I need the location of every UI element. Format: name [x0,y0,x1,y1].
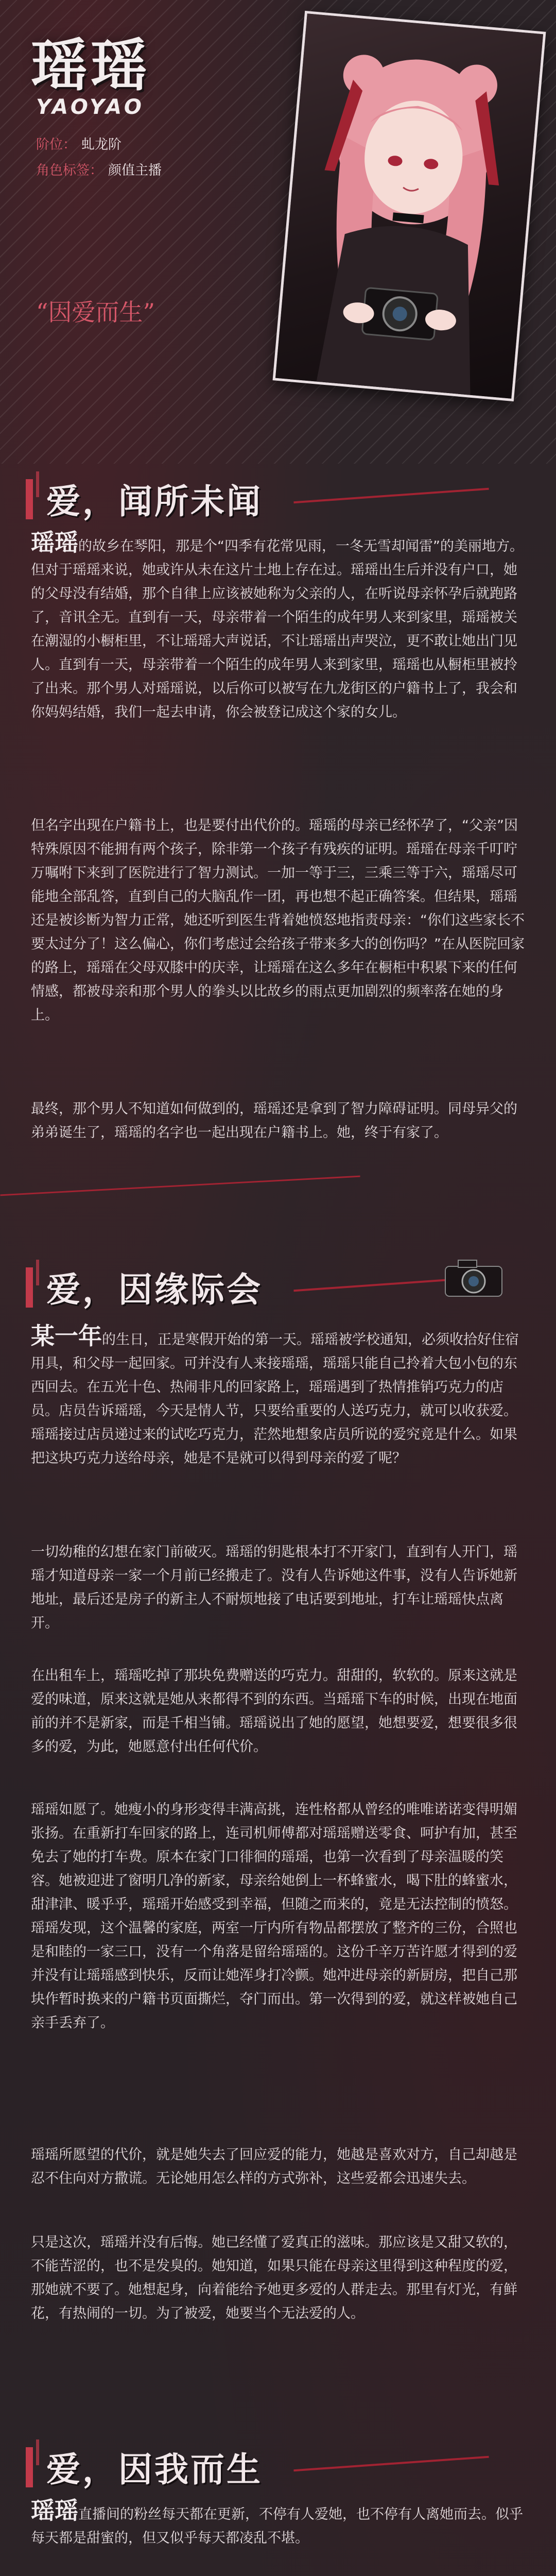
portrait-illustration [275,13,543,398]
rank-value: 虬龙阶 [81,137,122,152]
paragraph-text: 只是这次，瑶瑶并没有后悔。她已经懂了爱真正的滋味。那应该是又甜又软的，不能苦涩的，也不是发臭的。她知道，如果只能在母亲这里得到这种程度的爱，那她就不要了。她想起身，向着能给予她更多爱的人群走去。那里有灯光，有鲜花，有热闹的一切。为了被爱，她要当个无法爱的人。 [31,2234,517,2321]
paragraph-text: 一切幼稚的幻想在家门前破灭。瑶瑶的钥匙根本打不开家门，直到有人开门，瑶瑶才知道母亲一家一个月前已经搬走了。没有人告诉她这件事，没有人告诉她新地址，最后还是房子的新主人不耐烦地接了电话要到地址，打车让瑶瑶快点离开。 [31,1544,517,1631]
character-portrait [273,11,546,401]
ribbon-divider [0,1176,360,1196]
section-2-paragraph-4 [31,1798,525,2035]
section-heading-2 [26,1257,489,1319]
role-label: 角色标签： [36,163,103,178]
rank-label: 阶位： [36,137,77,152]
section-2-paragraph-2 [31,1540,525,1635]
paragraph-text: 直播间的粉丝每天都在更新，不停有人爱她，也不停有人离她而去。似乎每天都是甜蜜的，但又似乎每天都凌乱不堪。 [31,2506,523,2546]
section-1-paragraph-3 [31,1097,525,1145]
paragraph-text: 的故乡在琴阳，那是个“四季有花常见雨，一冬无雪却闻雷”的美丽地方。但对于瑶瑶来说，她或许从未在这片土地上存在过。瑶瑶出生后并没有户口，她的父母没有结婚，那个自律上应该被她称为父亲的人，在听说母亲怀孕后就跑路了，音讯全无。直到有一天，母亲带着一个陌生的成年男人来到家里，瑶瑶被关在潮湿的小橱柜里，不让瑶瑶大声说话，不让瑶瑶出声哭泣，更不敢让她出门见人。直到有一天，母亲带着一个陌生的成年男人来到家里，瑶瑶也从橱柜里被拎了出来。那个男人对瑶瑶说，以后你可以被写在九龙街区的户籍书上了，我会和你妈妈结婚，我们一起去申请，你会被登记成这个家的女儿。 [31,538,524,720]
page-title: 瑶瑶 [31,32,150,99]
section-3-paragraph-1 [31,2499,525,2550]
role-row [36,160,162,179]
paragraph-text: 瑶瑶如愿了。她瘦小的身形变得丰满高挑，连性格都从曾经的唯唯诺诺变得明媚张扬。在重新打车回家的路上，连司机师傅都对瑶瑶赠送零食、呵护有加，甚至免去了她的打车费。原本在家门口徘徊的瑶瑶，也第一次看到了母亲温暖的笑容。她被迎进了窗明几净的新家，母亲给她倒上一杯蜂蜜水，喝下肚的蜂蜜水，甜津津、暖乎乎，瑶瑶开始感受到幸福，但随之而来的，竟是无法控制的愤怒。瑶瑶发现，这个温馨的家庭，两室一厅内所有物品都摆放了整齐的三份，合照也是和睦的一家三口，没有一个角落是留给瑶瑶的。这份千辛万苦许愿才得到的爱并没有让瑶瑶感到快乐，反而让她浑身打冷颤。她冲进母亲的新厨房，把自己那块作暂时换来的户籍书页面撕烂，夺门而出。第一次得到的爱，就这样被她自己亲手丢弃了。 [31,1802,517,2031]
paragraph-lead: 瑶瑶 [31,529,78,556]
section-2-paragraph-6 [31,2231,525,2326]
paragraph-text: 但名字出现在户籍书上，也是要付出代价的。瑶瑶的母亲已经怀孕了，“父亲”因特殊原因不能拥有两个孩子，除非第一个孩子有残疾的证明。瑶瑶在母亲千叮咛万嘱咐下来到了医院进行了智力测试。一加一等于三，三乘三等于六，瑶瑶尽可能地全部乱答，直到自己的大脑乱作一团，再也想不起正确答案。但结果，瑶瑶还是被诊断为智力正常，她还听到医生背着她愤怒地指责母亲：“你们这些家长不要太过分了！这么偏心，你们考虑过会给孩子带来多大的创伤吗？”在从医院回家的路上，瑶瑶在父母双膝中的庆幸，让瑶瑶在这么多年在橱柜中积累下来的任何情感，都被母亲和那个男人的拳头以比故乡的雨点更加剧烈的频率落在她的身上。 [31,818,525,1023]
paragraph-text: 在出租车上，瑶瑶吃掉了那块免费赠送的巧克力。甜甜的，软软的。原来这就是爱的味道，原来这就是她从来都得不到的东西。当瑶瑶下车的时候，出现在地面前的并不是新家，而是千相当铺。瑶瑶说出了她的愿望，她想要爱，想要很多很多的爱，为此，她愿意付出任何代价。 [31,1668,517,1755]
paragraph-text: 最终，那个男人不知道如何做到的，瑶瑶还是拿到了智力障碍证明。同母异父的弟弟诞生了，瑶瑶的名字也一起出现在户籍书上。她，终于有家了。 [31,1101,517,1141]
paragraph-text: 的生日，正是寒假开始的第一天。瑶瑶被学校通知，必须收拾好住宿用具，和父母一起回家。可并没有人来接瑶瑶，瑶瑶只能自己拎着大包小包的东西回去。在五光十色、热闹非凡的回家路上，瑶瑶遇到了热情推销巧克力的店员。店员告诉瑶瑶，今天是情人节，只要给重要的人送巧克力，就可以收获爱。瑶瑶接过店员递过来的试吃巧克力，茫然地想象店员所说的爱究竟是什么。如果把这块巧克力送给母亲，她是不是就可以得到母亲的爱了呢？ [31,1332,519,1466]
section-title-3: 爱，因我而生 [46,2449,263,2489]
title-latin: YAOYAO [36,95,145,119]
section-title-2: 爱，因缘际会 [46,1269,263,1310]
section-title-1: 爱，闻所未闻 [46,481,263,521]
section-heading-3 [26,2437,489,2499]
section-2-paragraph-1 [31,1324,525,1470]
rank-row [36,134,121,153]
camera-icon [443,1257,505,1298]
paragraph-text: 瑶瑶所愿望的代价，就是她失去了回应爱的能力，她越是喜欢对方，自己却越是忍不住向对方撒谎。无论她用怎么样的方式弥补，这些爱都会迅速失去。 [31,2147,517,2187]
section-1-paragraph-2 [31,814,525,1027]
role-value: 颜值主播 [108,163,162,178]
section-1-paragraph-1 [31,531,525,724]
section-heading-1 [26,469,489,531]
tagline: “因爱而生” [36,298,155,326]
paragraph-lead: 某一年 [31,1322,102,1350]
section-2-paragraph-5 [31,2143,525,2191]
paragraph-lead: 瑶瑶 [31,2497,78,2524]
section-2-paragraph-3 [31,1664,525,1759]
